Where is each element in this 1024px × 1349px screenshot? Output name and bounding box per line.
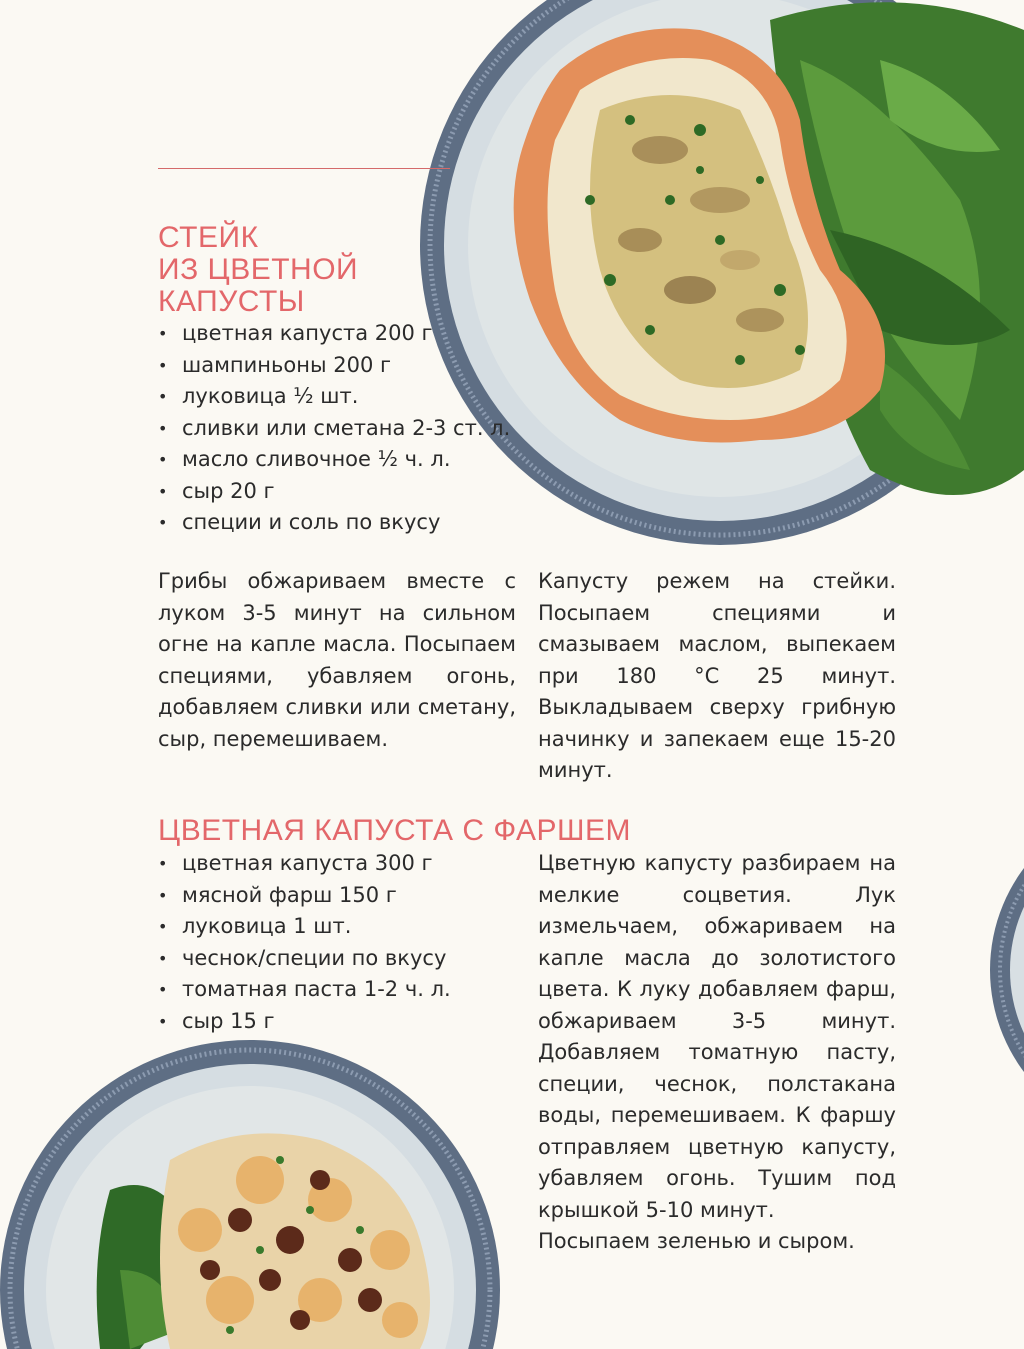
bullet-icon: •	[158, 980, 168, 999]
ingredient-item	[158, 413, 510, 445]
ingredient-item	[158, 444, 510, 476]
bullet-icon: •	[158, 324, 168, 343]
recipe2-ingredients	[158, 848, 451, 1037]
ingredient-text: чеснок/специи по вкусу	[182, 945, 447, 970]
bullet-icon: •	[158, 387, 168, 406]
ingredient-text: сыр 15 г	[182, 1008, 275, 1033]
ingredient-item	[158, 974, 451, 1006]
recipe2-step: Цветную капусту разбираем на мелкие соцветия. Лук измельчаем, обжариваем на капле масла до золотистого цвета. К луку добавляем фарш, обжариваем 3-5 минут. Добавляем томатную пасту, специи, чеснок, полстакана воды, перемешиваем. К фаршу отправляем цветную капусту, убавляем огонь. Тушим под крышкой 5-10 минут.	[538, 851, 896, 1222]
ingredient-text: цветная капуста 200 г	[182, 321, 433, 345]
ingredient-item	[158, 943, 451, 975]
ingredient-text: томатная паста 1-2 ч. л.	[182, 977, 451, 1001]
recipe2-step-final: Посыпаем зеленью и сыром.	[538, 1229, 855, 1253]
bullet-icon: •	[158, 513, 168, 532]
ingredient-text: сыр 20 г	[182, 478, 275, 503]
bullet-icon: •	[158, 917, 168, 936]
cauliflower-mince-photo	[0, 1040, 520, 1349]
ingredient-item	[158, 911, 451, 943]
cauliflower-steak-photo	[420, 0, 1024, 560]
ingredient-item	[158, 848, 451, 880]
ingredient-item	[158, 1006, 451, 1038]
ingredient-item	[158, 381, 510, 413]
ingredient-text: сливки или сметана 2-3 ст. л.	[182, 415, 511, 440]
ingredient-item	[158, 476, 510, 508]
ingredient-text: луковица 1 шт.	[182, 914, 352, 938]
bullet-icon: •	[158, 418, 168, 438]
ingredient-text: специи и соль по вкусу	[182, 510, 441, 534]
recipe1-ingredients	[158, 318, 510, 539]
bullet-icon: •	[158, 885, 168, 905]
recipe1-title-line: СТЕЙК	[158, 221, 259, 254]
ingredient-text: шампиньоны 200 г	[182, 352, 392, 377]
ingredient-item	[158, 880, 451, 912]
side-plate-photo	[985, 820, 1024, 1120]
bullet-icon: •	[158, 450, 168, 469]
recipe1-title-line: КАПУСТЫ	[158, 285, 305, 318]
ingredient-item	[158, 507, 510, 539]
bullet-icon: •	[158, 854, 168, 873]
ingredient-text: мясной фарш 150 г	[182, 882, 397, 907]
recipe1-step-left: Грибы обжариваем вместе с луком 3-5 минут на сильном огне на капле масла. Посыпаем специями, убавляем огонь, добавляем сливки или сметану, сыр, перемешиваем.	[158, 569, 516, 751]
bullet-icon: •	[158, 1011, 168, 1031]
recipe1-title-line: ИЗ ЦВЕТНОЙ	[158, 253, 359, 286]
ingredient-item	[158, 318, 510, 350]
bullet-icon: •	[158, 481, 168, 501]
recipe1-step-right: Капусту режем на стейки. Посыпаем специями и смазываем маслом, выпекаем при 180 °C 25 минут. Выкладываем сверху грибную начинку и запекаем еще 15-20 минут.	[538, 569, 896, 782]
ingredient-item	[158, 350, 510, 382]
bullet-icon: •	[158, 948, 168, 968]
ingredient-text: цветная капуста 300 г	[182, 851, 433, 875]
bullet-icon: •	[158, 355, 168, 375]
recipe2-title: ЦВЕТНАЯ КАПУСТА С ФАРШЕМ	[158, 814, 631, 847]
ingredient-text: масло сливочное ½ ч. л.	[182, 447, 451, 471]
ingredient-text: луковица ½ шт.	[182, 384, 359, 408]
title-rule	[158, 168, 450, 169]
recipe1-title	[158, 222, 358, 318]
